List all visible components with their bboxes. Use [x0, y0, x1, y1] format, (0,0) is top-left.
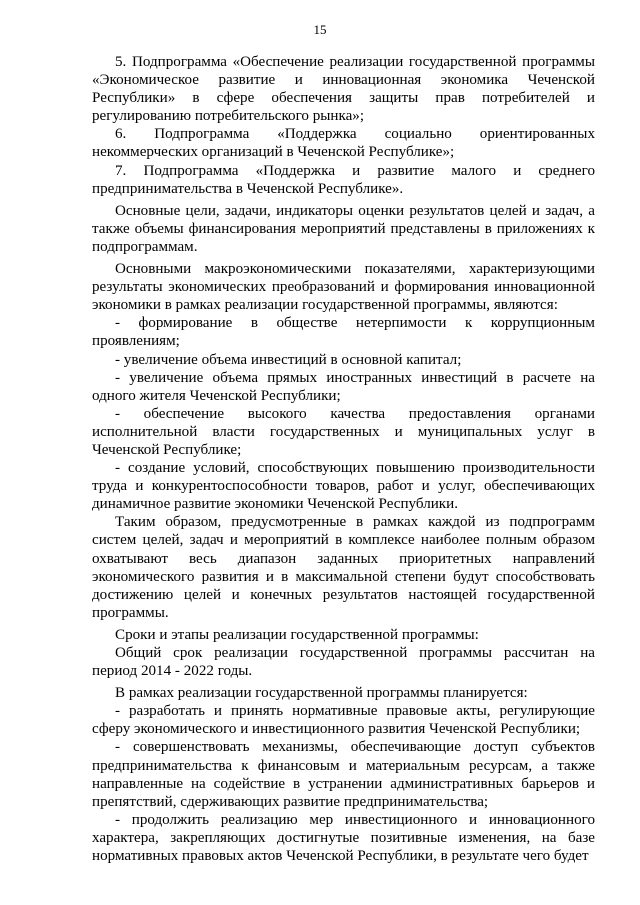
indicators-intro: Основными макроэкономическими показателями, характеризующими результаты экономических преобразований и формирования инновационной экономики в рамках реализации государственной программы, являются: — [92, 261, 595, 314]
document-body — [92, 53, 595, 865]
subprogram-5: 5. Подпрограмма «Обеспечение реализации государственной программы «Экономическое развитие и инновационная экономика Чеченской Республики» в сфере обеспечения защиты прав потребителей и регулированию потребительского рынка»; — [92, 54, 595, 125]
list-item: - совершенствовать механизмы, обеспечивающие доступ субъектов предпринимательства к финансовым и материальным ресурсам, а также направленные на содействие в устранении административных барьеров и препятствий, сдерживающих развитие предпринимательства; — [92, 739, 595, 810]
list-item: - увеличение объема инвестиций в основной капитал; — [115, 351, 462, 368]
list-item: - продолжить реализацию мер инвестиционного и инновационного характера, закрепляющих достигнутые позитивные изменения, на базе нормативных правовых актов Чеченской Республики, в результате чего будет — [92, 811, 595, 865]
timeline-period: Общий срок реализации государственной программы рассчитан на период 2014 - 2022 годы. — [92, 645, 595, 680]
summary-paragraph: Таким образом, предусмотренные в рамках каждой из подпрограмм систем целей, задач и мероприятий в комплексе наиболее полным образом охватывают весь диапазон заданных приоритетных направлений экономического развития и в максимальной степени будут способствовать достижению целей и конечных результатов настоящей государственной программы. — [92, 514, 595, 621]
list-item: - формирование в обществе нетерпимости к коррупционным проявлениям; — [92, 315, 595, 350]
plans-intro: В рамках реализации государственной программы планируется: — [115, 685, 528, 702]
list-item: - создание условий, способствующих повышению производительности труда и конкурентоспособности товаров, работ и услуг, обеспечивающих динамичное развитие экономики Чеченской Республики. — [92, 460, 595, 513]
subprogram-7: 7. Подпрограмма «Поддержка и развитие малого и среднего предпринимательства в Чеченской Республике». — [92, 162, 595, 197]
list-item: - обеспечение высокого качества предоставления органами исполнительной власти государственных и муниципальных услуг в Чеченской Республике; — [92, 405, 595, 458]
timeline-heading: Сроки и этапы реализации государственной программы: — [115, 626, 479, 643]
list-item: - разработать и принять нормативные правовые акты, регулирующие сферу экономического и инвестиционного развития Чеченской Республики; — [92, 703, 595, 738]
goals-paragraph: Основные цели, задачи, индикаторы оценки результатов целей и задач, а также объемы финансирования мероприятий представлены в приложениях к подпрограммам. — [92, 202, 595, 255]
page-number: 15 — [313, 22, 327, 37]
subprogram-6: 6. Подпрограмма «Поддержка социально ориентированных некоммерческих организаций в Чеченской Республике»; — [92, 126, 595, 161]
list-item: - увеличение объема прямых иностранных инвестиций в расчете на одного жителя Чеченской Республики; — [92, 369, 595, 404]
